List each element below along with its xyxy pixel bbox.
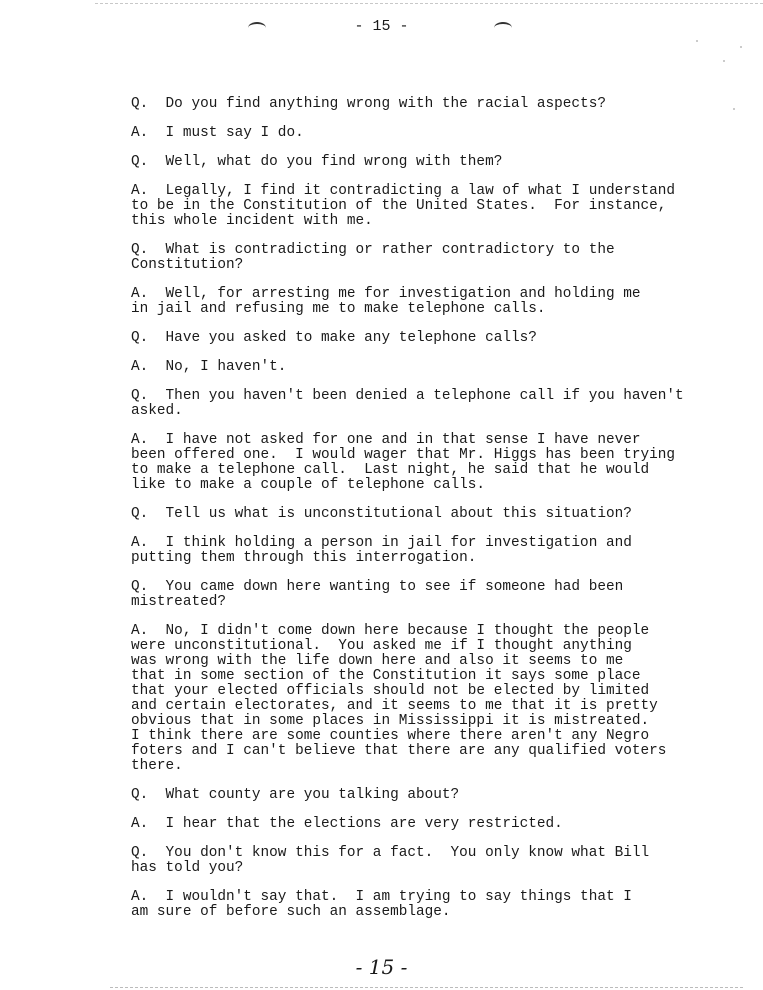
- transcript-paragraph: A. Well, for arresting me for investigation and holding me in jail and refusing me to make telephone calls.: [131, 286, 641, 317]
- transcript-paragraph: Q. Tell us what is unconstitutional about this situation?: [131, 506, 632, 522]
- transcript-paragraph: A. I think holding a person in jail for investigation and putting them through this interrogation.: [131, 535, 632, 566]
- scan-speck: [723, 60, 725, 62]
- transcript-paragraph: A. No, I haven't.: [131, 359, 287, 375]
- transcript-paragraph: Q. You came down here wanting to see if someone had been mistreated?: [131, 579, 624, 610]
- scan-speck: [733, 108, 735, 110]
- bottom-scan-rule: [110, 987, 743, 988]
- transcript-paragraph: A. I wouldn't say that. I am trying to say things that I am sure of before such an assemblage.: [131, 889, 632, 920]
- transcript-paragraph: A. I hear that the elections are very restricted.: [131, 816, 563, 832]
- transcript-paragraph: A. I have not asked for one and in that sense I have never been offered one. I would wager that Mr. Higgs has been trying to make a telephone call. Last night, he said that he would like to make a couple of telephone calls.: [131, 432, 676, 493]
- right-mark-glyph: [494, 22, 512, 34]
- transcript-paragraph: A. No, I didn't come down here because I thought the people were unconstitutional. You asked me if I thought anything was wrong with the life down here and also it seems to me that in some section of the Constitution it says some place that your elected officials should not be elected by limited and certain electorates, and it seems to me that it is pretty obvious that in some places in Mississippi it is mistreated. I think there are some counties where there aren't any Negro foters and I can't believe that there are any qualified voters there.: [131, 623, 667, 774]
- transcript-paragraph: Q. You don't know this for a fact. You only know what Bill has told you?: [131, 845, 650, 876]
- transcript-paragraph: Q. What county are you talking about?: [131, 787, 460, 803]
- transcript-paragraph: A. I must say I do.: [131, 125, 304, 141]
- scan-speck: [696, 40, 698, 42]
- handwritten-page-number: - 15 -: [355, 955, 408, 979]
- top-scan-rule: [95, 3, 763, 4]
- transcript-paragraph: Q. What is contradicting or rather contradictory to the Constitution?: [131, 242, 615, 273]
- transcript-paragraph: Q. Do you find anything wrong with the racial aspects?: [131, 96, 606, 112]
- page-header-number: - 15 -: [354, 18, 409, 35]
- transcript-body: [131, 97, 731, 934]
- transcript-paragraph: A. Legally, I find it contradicting a law of what I understand to be in the Constitution of the United States. For instance, this whole incident with me.: [131, 183, 676, 229]
- scan-speck: [740, 46, 742, 48]
- transcript-paragraph: Q. Well, what do you find wrong with them?: [131, 154, 503, 170]
- transcript-paragraph: Q. Then you haven't been denied a telephone call if you haven't asked.: [131, 388, 684, 419]
- transcript-paragraph: Q. Have you asked to make any telephone calls?: [131, 330, 537, 346]
